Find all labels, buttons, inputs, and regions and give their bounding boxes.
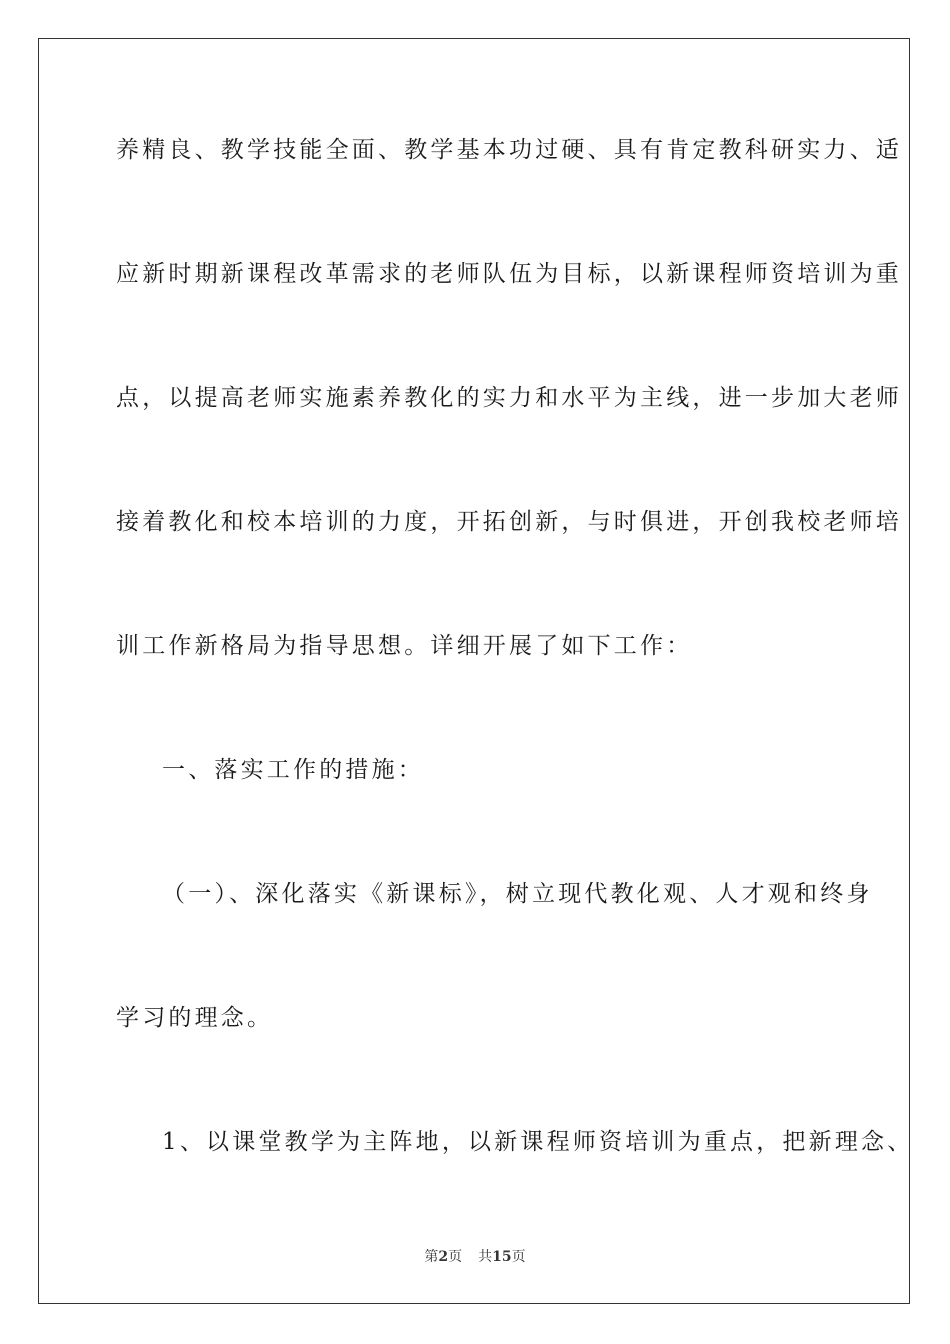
page-border (38, 38, 910, 1304)
subsection-heading: （一）、深化落实《新课标》，树立现代教化观、人才观和终身 (162, 881, 873, 907)
page-number-prefix: 第 (424, 1249, 439, 1265)
body-text-line: 学习的理念。 (116, 1005, 274, 1031)
body-text-line: 训工作新格局为指导思想。详细开展了如下工作： (116, 633, 693, 659)
page-footer (0, 1246, 950, 1266)
current-page-number: 2 (438, 1249, 449, 1265)
total-page-count: 15 (492, 1249, 512, 1265)
page-number-suffix: 页 (448, 1249, 463, 1265)
total-pages-prefix: 共 (478, 1249, 493, 1265)
total-pages-suffix: 页 (511, 1249, 526, 1265)
body-text-line: 点，以提高老师实施素养教化的实力和水平为主线，进一步加大老师 (116, 385, 902, 411)
body-text-line: 应新时期新课程改革需求的老师队伍为目标，以新课程师资培训为重 (116, 261, 902, 287)
list-item: 1、以课堂教学为主阵地，以新课程师资培训为重点，把新理念、 (162, 1129, 914, 1155)
body-text-line: 养精良、教学技能全面、教学基本功过硬、具有肯定教科研实力、适 (116, 137, 902, 163)
section-heading: 一、落实工作的措施： (162, 757, 424, 783)
body-text-line: 接着教化和校本培训的力度，开拓创新，与时俱进，开创我校老师培 (116, 509, 902, 535)
